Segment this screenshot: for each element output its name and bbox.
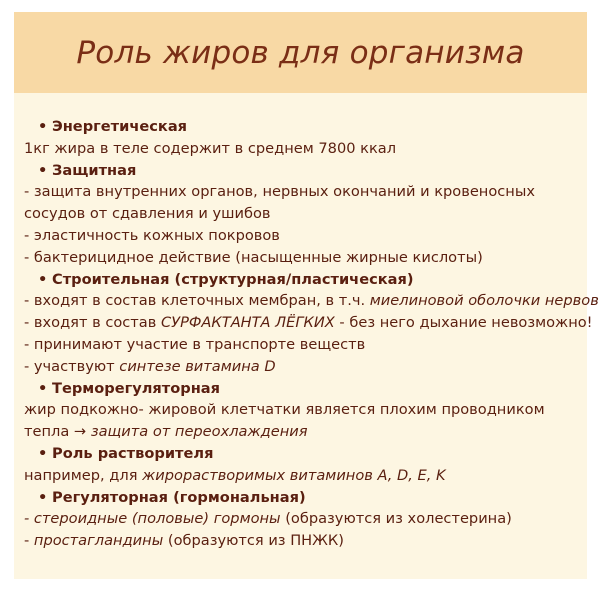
section-line bbox=[24, 312, 593, 334]
section-line bbox=[24, 421, 581, 443]
bullet-icon: • bbox=[38, 270, 48, 288]
info-card bbox=[14, 12, 599, 579]
bullet-icon: • bbox=[38, 379, 48, 397]
section-line bbox=[24, 138, 581, 160]
section-line bbox=[24, 181, 581, 203]
bullet-icon: • bbox=[38, 118, 48, 135]
body-text: 1кг жира в теле содержит в среднем 7800 ккал bbox=[24, 139, 397, 157]
bullet-icon: • bbox=[38, 444, 48, 462]
section-heading bbox=[24, 378, 581, 400]
section-heading bbox=[24, 160, 581, 182]
page-title: Роль жиров для организма bbox=[76, 34, 525, 71]
section-line bbox=[24, 399, 581, 421]
emphasis-text: - стероидные (половые) гормоны bbox=[24, 510, 281, 528]
body-text: например, для bbox=[24, 466, 143, 484]
emphasis-text: СУРФАКТАНТА ЛЁГКИХ bbox=[160, 314, 335, 332]
section-line bbox=[24, 203, 581, 225]
section-heading bbox=[24, 269, 581, 291]
section-heading bbox=[24, 487, 581, 509]
content-body bbox=[24, 116, 599, 552]
section-line bbox=[24, 247, 581, 269]
section-line bbox=[24, 225, 581, 247]
title-banner bbox=[14, 12, 587, 93]
section-heading-text: Энергетическая bbox=[52, 118, 188, 135]
body-text: - участвуют bbox=[24, 357, 120, 375]
section-heading bbox=[24, 443, 581, 465]
body-text: - эластичность кожных покровов bbox=[24, 226, 280, 244]
body-text: тепла → bbox=[24, 423, 91, 441]
emphasis-text: простагландины bbox=[33, 532, 164, 550]
section-heading-text: Строительная (структурная/пластическая) bbox=[52, 270, 414, 288]
body-text: - защита внутренних органов, нервных окончаний и кровеносных bbox=[24, 183, 535, 201]
emphasis-text: жирорастворимых витаминов A, D, E, K bbox=[142, 466, 446, 484]
section-heading-text: Защитная bbox=[52, 161, 137, 179]
bullet-icon: • bbox=[38, 488, 48, 506]
section-line bbox=[24, 290, 599, 312]
section-line bbox=[24, 334, 581, 356]
section-heading-text: Терморегуляторная bbox=[52, 379, 221, 397]
body-text: (образуются из ПНЖК) bbox=[163, 532, 344, 550]
emphasis-text: миелиновой оболочки нервов bbox=[369, 292, 599, 310]
body-text: жир подкожно- жировой клетчатки является плохим проводником bbox=[24, 401, 545, 419]
body-text: - бактерицидное действие (насыщенные жирные кислоты) bbox=[24, 248, 483, 266]
body-text: сосудов от сдавления и ушибов bbox=[24, 205, 271, 223]
emphasis-text: синтезе витамина D bbox=[119, 357, 276, 375]
bullet-icon: • bbox=[38, 161, 48, 179]
section-line bbox=[24, 508, 581, 530]
section-line bbox=[24, 465, 581, 487]
section-line bbox=[24, 530, 581, 552]
section-line bbox=[24, 356, 581, 378]
body-text: - принимают участие в транспорте веществ bbox=[24, 335, 366, 353]
body-text: (образуются из холестерина) bbox=[280, 510, 512, 528]
section-heading-text: Роль растворителя bbox=[52, 444, 214, 462]
body-text: - входят в состав bbox=[24, 314, 161, 332]
section-heading bbox=[24, 116, 581, 138]
body-text: - без него дыхание невозможно! bbox=[334, 314, 593, 332]
body-text: - bbox=[24, 532, 34, 550]
section-heading-text: Регуляторная (гормональная) bbox=[52, 488, 306, 506]
body-text: - входят в состав клеточных мембран, в т.ч. bbox=[24, 292, 370, 310]
emphasis-text: защита от переохлаждения bbox=[90, 423, 308, 441]
